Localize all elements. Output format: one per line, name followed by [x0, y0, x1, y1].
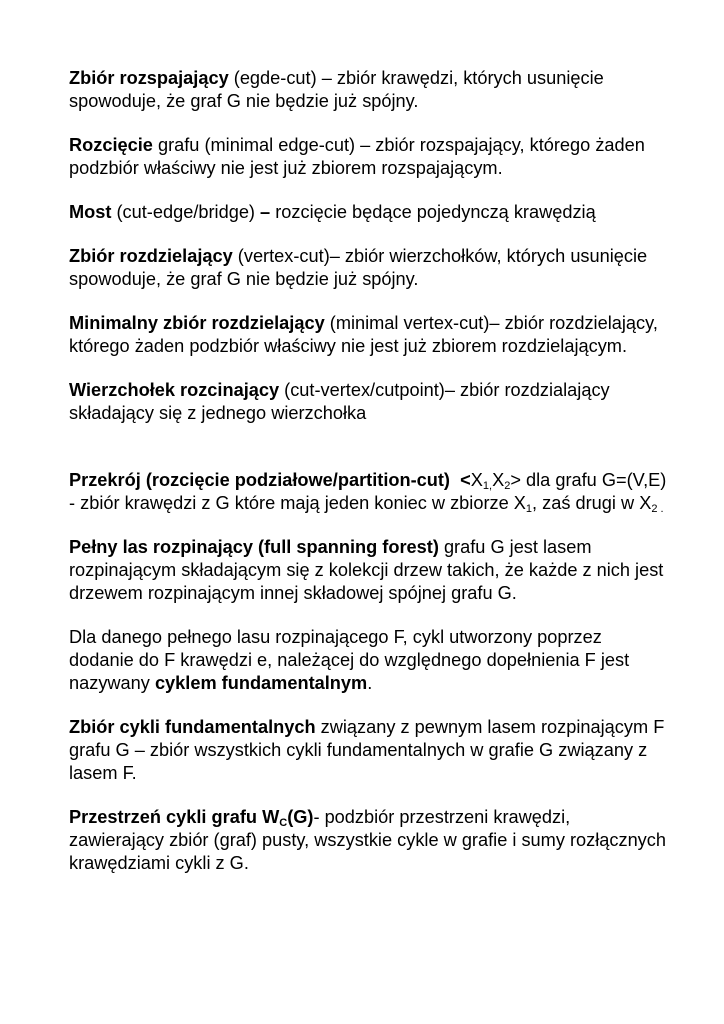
definition-text: grafu (minimal edge-cut) – zbiór rozspajający, którego żaden podzbiór właściwy nie jest już zbiorem rozspajającym.	[69, 135, 645, 178]
subscript-1: 1	[482, 480, 489, 492]
definition-text: > dla grafu G=(V,E) - zbiór krawędzi z G które mają jeden koniec w zbiorze	[69, 470, 667, 513]
definition-full-spanning-forest	[69, 536, 669, 605]
subscript-2: 2	[504, 480, 511, 492]
term-suffix: (G)	[287, 807, 314, 827]
definition-text: grafu G jest lasem rozpinającym składającym się z kolekcji drzew takich, że każde z nich jest drzewem rozpinającym innej składowej spójnej grafu G.	[69, 537, 664, 603]
period: .	[367, 673, 373, 693]
definition-text: (minimal vertex-cut)– zbiór rozdzielający, którego żaden podzbiór właściwy nie jest już zbiorem rozdzielającym.	[69, 313, 658, 356]
dash: –	[260, 202, 271, 222]
definition-text: (cut-edge/bridge)	[111, 202, 261, 222]
definition-vertex-cut	[69, 245, 669, 291]
definition-fundamental-cycle-set	[69, 716, 669, 785]
term: Most	[69, 202, 112, 222]
definition-bridge	[69, 201, 669, 224]
term: Zbiór rozdzielający	[69, 246, 233, 266]
term: Pełny las rozpinający (full spanning forest)	[69, 537, 439, 557]
term: Minimalny zbiór rozdzielający	[69, 313, 325, 333]
x1-symbol: X	[513, 493, 526, 513]
term: Przekrój (rozcięcie podziałowe/partition-cut)	[69, 470, 450, 490]
definition-fundamental-cycle	[69, 626, 669, 695]
subscript-comma: ,	[489, 480, 493, 492]
definition-minimal-vertex-cut	[69, 312, 669, 358]
definition-minimal-edge-cut	[69, 134, 669, 180]
x2-symbol: X	[639, 493, 652, 513]
definition-text: (vertex-cut)– zbiór wierzchołków, których usunięcie spowoduje, że graf G nie będzie już spójny.	[69, 246, 648, 289]
angle-open: <	[460, 470, 471, 490]
term-subscript: C	[279, 817, 288, 829]
definition-cycle-space	[69, 806, 669, 875]
term: Zbiór rozspajający	[69, 68, 229, 88]
term: Przestrzeń cykli grafu W	[69, 807, 280, 827]
term: cyklem fundamentalnym	[154, 673, 368, 693]
definition-text: Dla danego pełnego lasu rozpinającego F, cykl utworzony poprzez dodanie do F krawędzi e, należącej do względnego dopełnienia F jest nazywany	[69, 627, 630, 693]
definition-text-2: rozcięcie będące pojedynczą krawędzią	[270, 202, 596, 222]
term: Rozcięcie	[69, 135, 153, 155]
term: Wierzchołek rozcinający	[69, 380, 280, 400]
definition-text: (egde-cut) – zbiór krawędzi, których usunięcie spowoduje, że graf G nie będzie już spójny.	[69, 68, 604, 111]
definition-text-mid: , zaś drugi w	[532, 493, 640, 513]
term: Zbiór cykli fundamentalnych	[69, 717, 316, 737]
document-page	[69, 67, 669, 875]
definition-cut-vertex	[69, 379, 669, 425]
x2-subscript: 2 .	[651, 503, 664, 515]
definition-text: (cut-vertex/cutpoint)– zbiór rozdzialający składający się z jednego wierzchołka	[69, 380, 610, 423]
definition-text: - podzbiór przestrzeni krawędzi, zawierający zbiór (graf) pusty, wszystkie cykle w grafie i sumy rozłącznych krawędziami cykli z G.	[69, 807, 666, 873]
definition-edge-cut	[69, 67, 669, 113]
x-symbol: X	[470, 470, 483, 490]
definition-text: związany z pewnym lasem rozpinającym F grafu G – zbiór wszystkich cykli fundamentalnych w grafie G związany z lasem F.	[69, 717, 665, 783]
definition-partition-cut	[69, 469, 669, 515]
x1-subscript: 1	[525, 503, 533, 515]
x-symbol: X	[492, 470, 505, 490]
